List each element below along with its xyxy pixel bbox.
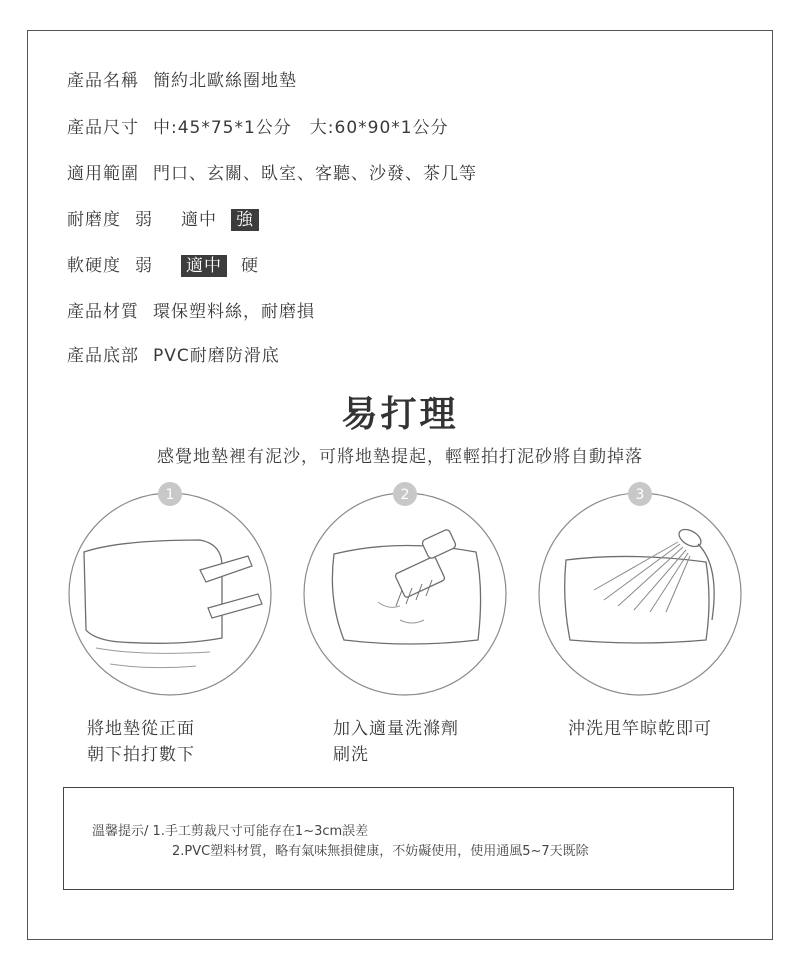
notice-line-2 xyxy=(172,840,589,859)
step-1-number: 1 xyxy=(165,487,175,503)
step-3-illustration xyxy=(539,482,741,695)
step-1-number-badge xyxy=(158,482,182,506)
spec-label: 適用範圍 xyxy=(67,164,139,184)
step-2-illustration xyxy=(304,482,506,695)
wear-option-medium: 適中 xyxy=(181,210,217,230)
care-steps-illustration xyxy=(0,470,800,710)
spec-row-material xyxy=(67,299,315,325)
care-subtitle: 感覺地墊裡有泥沙，可將地墊提起，輕輕拍打泥砂將自動掉落 xyxy=(157,447,643,467)
brush-icon xyxy=(395,529,457,606)
spec-row-size xyxy=(67,115,449,141)
soft-option-hard: 硬 xyxy=(241,256,259,276)
step-1-caption xyxy=(87,716,195,768)
step-1-caption-line2: 朝下拍打數下 xyxy=(87,745,195,765)
soft-option-medium-selected: 適中 xyxy=(181,255,227,277)
step-2-number-badge xyxy=(393,482,417,506)
soft-option-weak: 弱 xyxy=(135,256,153,276)
step-3-number-badge xyxy=(628,482,652,506)
step-2-caption-line1: 加入適量洗滌劑 xyxy=(333,719,459,739)
spec-row-wear xyxy=(67,207,259,233)
notice-prefix: 溫馨提示/ xyxy=(92,824,149,839)
spec-value: 環保塑料絲，耐磨損 xyxy=(153,302,315,322)
care-title: 易打理 xyxy=(341,394,459,435)
step-1-caption-line1: 將地墊從正面 xyxy=(87,719,195,739)
spec-row-bottom xyxy=(67,343,280,369)
spec-value: PVC耐磨防滑底 xyxy=(153,346,280,366)
step-1-illustration xyxy=(69,482,271,695)
step-2-number: 2 xyxy=(400,487,410,503)
step-3-number: 3 xyxy=(635,487,645,503)
notice-line-1 xyxy=(92,820,368,839)
notice-box xyxy=(63,787,734,890)
notice-item-2: 2.PVC塑料材質，略有氣味無損健康，不妨礙使用，使用通風5~7天既除 xyxy=(172,844,589,859)
spec-label: 產品尺寸 xyxy=(67,118,139,138)
spec-value: 門口、玄關、臥室、客聽、沙發、茶几等 xyxy=(153,164,477,184)
step-2-caption xyxy=(333,716,459,768)
wear-option-strong-selected: 強 xyxy=(231,209,259,231)
spec-label: 耐磨度 xyxy=(67,210,121,230)
spec-label: 軟硬度 xyxy=(67,256,121,276)
spec-value: 簡約北歐絲圈地墊 xyxy=(153,71,297,91)
step-3-caption-line1: 沖洗甩竿晾乾即可 xyxy=(568,719,712,739)
spec-label: 產品材質 xyxy=(67,302,139,322)
spec-row-scope xyxy=(67,161,477,187)
spec-label: 產品名稱 xyxy=(67,71,139,91)
spec-label: 產品底部 xyxy=(67,346,139,366)
wear-option-weak: 弱 xyxy=(135,210,153,230)
notice-item-1: 1.手工剪裁尺寸可能存在1~3cm誤差 xyxy=(152,824,369,839)
spec-value: 中:45*75*1公分 大:60*90*1公分 xyxy=(153,118,449,138)
spec-row-name xyxy=(67,68,297,94)
spec-row-soft xyxy=(67,253,259,279)
step-3-caption xyxy=(568,716,712,742)
step-2-caption-line2: 刷洗 xyxy=(333,745,369,765)
